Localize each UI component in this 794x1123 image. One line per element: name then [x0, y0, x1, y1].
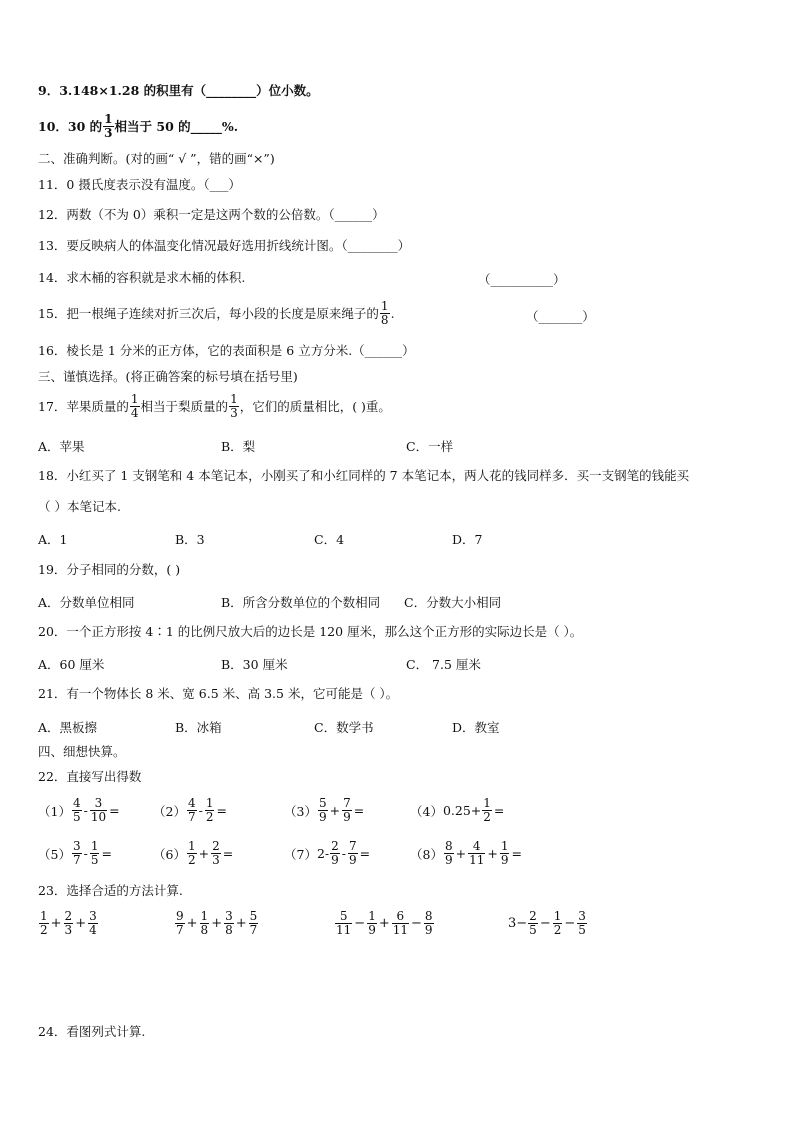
expression — [284, 840, 371, 867]
fraction-numerator: 4 — [472, 839, 481, 853]
fraction-numerator: 2 — [529, 909, 537, 923]
fraction-numerator: 5 — [318, 796, 327, 810]
expression — [38, 910, 99, 937]
fraction-numerator: 7 — [343, 796, 351, 810]
fraction-numerator: 2 — [331, 839, 339, 853]
fraction — [187, 840, 197, 867]
fraction-denominator: 8 — [225, 923, 233, 937]
fraction — [577, 910, 587, 937]
q10-text-b: 相当于 50 的 — [114, 118, 191, 134]
q17-fraction-1 — [130, 393, 140, 420]
equals-sign: = — [511, 846, 522, 861]
equals-sign: = — [109, 803, 120, 818]
q18-option-b[interactable]: B．3 — [175, 532, 205, 547]
q10-answer-blank[interactable]: _____ — [190, 118, 222, 134]
expression — [38, 840, 113, 867]
fraction-denominator: 9 — [368, 923, 376, 937]
operator: + — [455, 846, 467, 861]
expression-label: （5） — [38, 846, 71, 862]
fraction — [187, 797, 197, 824]
operator: − — [539, 916, 551, 931]
fraction — [528, 910, 538, 937]
question-15 — [38, 300, 395, 327]
fraction — [424, 910, 434, 937]
equals-sign: = — [222, 846, 234, 861]
fraction-denominator: 7 — [249, 923, 258, 937]
q19-option-a[interactable]: A．分数单位相同 — [38, 595, 135, 610]
operator: + — [329, 803, 341, 818]
expression — [508, 910, 588, 937]
fraction-denominator: 8 — [380, 313, 389, 327]
q17-text-b: 相当于梨质量的 — [140, 398, 229, 414]
q10-text-c: %. — [221, 118, 239, 134]
operator: - — [83, 846, 88, 861]
question-19: 19．分子相同的分数，( ) — [38, 562, 181, 577]
operator: - — [341, 846, 347, 861]
fraction-numerator: 1 — [200, 909, 209, 923]
fraction-numerator: 1 — [187, 839, 196, 853]
fraction-numerator: 2 — [64, 909, 73, 923]
fraction — [72, 797, 82, 824]
fraction — [224, 910, 234, 937]
q17-fraction-2 — [229, 393, 239, 420]
fraction-denominator: 9 — [424, 923, 433, 937]
fraction-numerator: 3 — [89, 909, 97, 923]
q21-option-d[interactable]: D．教室 — [452, 720, 500, 735]
operator: + — [211, 916, 223, 931]
equals-sign: = — [101, 846, 112, 861]
fraction-numerator: 3 — [94, 796, 103, 810]
fraction — [90, 840, 100, 867]
fraction-denominator: 2 — [483, 810, 491, 824]
operator: - — [198, 803, 203, 818]
fraction-numerator: 5 — [339, 909, 348, 923]
fraction-denominator: 5 — [529, 923, 537, 937]
q20-option-b[interactable]: B．30 厘米 — [221, 657, 288, 672]
expression-label: （3） — [284, 803, 317, 819]
fraction-denominator: 2 — [187, 853, 196, 867]
fraction-denominator: 9 — [349, 853, 357, 867]
fraction — [335, 910, 352, 937]
expression-prefix: 2- — [316, 846, 330, 861]
expression-label: （6） — [153, 846, 186, 862]
q21-option-b[interactable]: B．冰箱 — [175, 720, 222, 735]
q10-number: 10． — [38, 118, 68, 134]
operator: − — [564, 916, 576, 931]
q17-text-a: 17．苹果质量的 — [38, 398, 129, 414]
fraction-numerator: 1 — [553, 909, 562, 923]
operator: + — [487, 846, 498, 861]
expression-label: （2） — [153, 803, 186, 819]
fraction-denominator: 7 — [72, 853, 81, 867]
fraction-denominator: 5 — [578, 923, 586, 937]
question-21: 21．有一个物体长 8 米、宽 6.5 米、高 3.5 米，它可能是（ ）。 — [38, 686, 399, 701]
operator: + — [50, 916, 62, 931]
fraction-numerator: 1 — [130, 392, 139, 406]
q21-option-c[interactable]: C．数学书 — [314, 720, 374, 735]
fraction-numerator: 2 — [212, 839, 220, 853]
fraction-numerator: 3 — [72, 839, 81, 853]
fraction-denominator: 5 — [90, 853, 99, 867]
operator: - — [83, 803, 88, 818]
fraction-numerator: 4 — [187, 796, 196, 810]
fraction-denominator: 9 — [331, 853, 339, 867]
question-22-title: 22．直接写出得数 — [38, 769, 142, 784]
fraction-denominator: 9 — [500, 853, 509, 867]
section-3-heading: 三、谨慎选择。(将正确答案的标号填在括号里) — [38, 369, 298, 384]
question-24: 24．看图列式计算. — [38, 1024, 146, 1039]
fraction-denominator: 4 — [130, 406, 139, 420]
fraction-numerator: 1 — [483, 796, 491, 810]
q21-option-a[interactable]: A．黑板擦 — [38, 720, 98, 735]
fraction — [482, 797, 492, 824]
q17-option-a[interactable]: A．苹果 — [38, 439, 85, 454]
q17-option-b[interactable]: B．梨 — [221, 439, 256, 454]
fraction — [553, 910, 563, 937]
q15-end: . — [390, 305, 395, 321]
fraction-numerator: 3 — [225, 909, 233, 923]
fraction — [444, 840, 454, 867]
fraction — [200, 910, 210, 937]
fraction — [348, 840, 358, 867]
question-18-line-1: 18．小红买了 1 支钢笔和 4 本笔记本，小刚买了和小红同样的 7 本笔记本，两人花的钱同样多．买一支钢笔的钱能买 — [38, 468, 690, 483]
expression — [153, 797, 228, 824]
q18-option-c[interactable]: C．4 — [314, 532, 345, 547]
q17-option-c[interactable]: C．一样 — [406, 439, 454, 454]
expression — [410, 840, 523, 867]
fraction — [64, 910, 74, 937]
fraction — [175, 910, 185, 937]
expression — [410, 797, 505, 824]
q17-text-c: ，它们的质量相比，( )重。 — [239, 398, 391, 414]
fraction — [392, 910, 409, 937]
fraction — [90, 797, 107, 824]
fraction-denominator: 3 — [212, 853, 220, 867]
fraction-numerator: 5 — [249, 909, 258, 923]
fraction — [500, 840, 510, 867]
fraction-denominator: 9 — [318, 810, 327, 824]
q18-option-d[interactable]: D．7 — [452, 532, 483, 547]
expression — [153, 840, 234, 867]
q19-option-c[interactable]: C．分数大小相同 — [404, 595, 502, 610]
section-4-heading: 四、细想快算。 — [38, 744, 126, 759]
fraction-numerator: 1 — [104, 112, 113, 126]
fraction — [205, 797, 215, 824]
equals-sign: = — [216, 803, 227, 818]
q18-option-a[interactable]: A．1 — [38, 532, 68, 547]
fraction-denominator: 10 — [90, 810, 107, 824]
fraction-numerator: 4 — [72, 796, 81, 810]
section-2-heading: 二、准确判断。(对的画“ √ ”，错的画“×”) — [38, 151, 275, 166]
q15-text: 15．把一根绳子连续对折三次后，每小段的长度是原来绳子的 — [38, 305, 379, 321]
operator: + — [198, 846, 210, 861]
fraction-denominator: 11 — [469, 853, 485, 867]
fraction — [342, 797, 352, 824]
q10-text-a: 30 的 — [67, 118, 103, 134]
fraction-numerator: 1 — [40, 909, 48, 923]
expression-prefix: 0.25+ — [442, 803, 482, 818]
q19-option-b[interactable]: B．所含分数单位的个数相同 — [221, 595, 381, 610]
expression-label: （1） — [38, 803, 71, 819]
question-14 — [38, 270, 245, 286]
fraction-numerator: 8 — [444, 839, 453, 853]
fraction-denominator: 3 — [230, 406, 238, 420]
expression-label: （8） — [410, 846, 443, 862]
q9-answer-blank[interactable]: ________ — [206, 83, 257, 98]
fraction — [211, 840, 221, 867]
fraction-numerator: 7 — [349, 839, 357, 853]
question-13: 13．要反映病人的体温变化情况最好选用折线统计图。（________） — [38, 238, 411, 253]
fraction — [88, 910, 98, 937]
fraction — [367, 910, 377, 937]
fraction-numerator: 3 — [578, 909, 586, 923]
fraction-numerator: 8 — [424, 909, 433, 923]
expression — [174, 910, 259, 937]
equals-sign: = — [359, 846, 371, 861]
expression-prefix: 3− — [508, 916, 528, 931]
expression — [284, 797, 365, 824]
fraction-numerator: 1 — [205, 796, 214, 810]
fraction-denominator: 11 — [392, 923, 409, 937]
fraction — [72, 840, 82, 867]
fraction-numerator: 1 — [230, 392, 238, 406]
fraction-denominator: 8 — [200, 923, 209, 937]
question-17 — [38, 393, 391, 420]
fraction-denominator: 7 — [176, 923, 184, 937]
q14-text: 14．求木桶的容积就是求木桶的体积. — [38, 270, 246, 285]
fraction — [468, 840, 485, 867]
fraction-numerator: 1 — [90, 839, 99, 853]
q9-text-b: ）位小数。 — [256, 83, 319, 98]
q20-option-a[interactable]: A．60 厘米 — [38, 657, 105, 672]
q14-answer-blank[interactable]: （__________） — [478, 272, 566, 287]
fraction-numerator: 1 — [380, 299, 389, 313]
operator: + — [75, 916, 87, 931]
operator: − — [354, 916, 366, 931]
fraction-denominator: 11 — [336, 923, 352, 937]
expression — [334, 910, 435, 937]
fraction-denominator: 2 — [553, 923, 562, 937]
question-18-line-2: （ ）本笔记本. — [38, 499, 121, 514]
fraction-denominator: 5 — [72, 810, 81, 824]
question-20: 20．一个正方形按 4∶1 的比例尺放大后的边长是 120 厘米，那么这个正方形的实际边长是（ ）。 — [38, 624, 583, 639]
question-23-title: 23．选择合适的方法计算. — [38, 883, 183, 898]
q9-text-a: 3.148×1.28 的积里有（ — [59, 83, 207, 98]
fraction-numerator: 6 — [396, 909, 405, 923]
fraction — [330, 840, 340, 867]
q15-answer-blank[interactable]: （_______） — [526, 309, 595, 324]
fraction-denominator: 4 — [89, 923, 97, 937]
fraction — [249, 910, 259, 937]
fraction-numerator: 9 — [176, 909, 184, 923]
question-9 — [38, 83, 319, 99]
q20-option-c[interactable]: C． 7.5 厘米 — [406, 657, 481, 672]
equals-sign: = — [493, 803, 505, 818]
expression-label: （7） — [284, 846, 317, 862]
fraction-denominator: 7 — [187, 810, 196, 824]
fraction-numerator: 1 — [368, 909, 376, 923]
q15-fraction — [380, 300, 390, 327]
question-16: 16．棱长是 1 分米的正方体，它的表面积是 6 立方分米.（______） — [38, 343, 415, 358]
equals-sign: = — [353, 803, 365, 818]
fraction-denominator: 2 — [40, 923, 48, 937]
fraction-numerator: 1 — [500, 839, 509, 853]
fraction-denominator: 9 — [343, 810, 351, 824]
q10-fraction — [103, 113, 113, 140]
expression-label: （4） — [410, 803, 443, 819]
question-11: 11．0 摄氏度表示没有温度。（___） — [38, 177, 241, 192]
fraction-denominator: 9 — [444, 853, 453, 867]
question-12: 12．两数（不为 0）乘积一定是这两个数的公倍数。（______） — [38, 207, 385, 222]
operator: + — [235, 916, 247, 931]
operator: + — [186, 916, 198, 931]
fraction — [318, 797, 328, 824]
fraction — [39, 910, 49, 937]
fraction-denominator: 3 — [104, 126, 113, 140]
question-10 — [38, 113, 238, 140]
fraction-denominator: 2 — [205, 810, 214, 824]
q9-number: 9． — [38, 83, 60, 98]
operator: − — [411, 916, 422, 931]
expression — [38, 797, 121, 824]
fraction-denominator: 3 — [64, 923, 73, 937]
operator: + — [378, 916, 390, 931]
